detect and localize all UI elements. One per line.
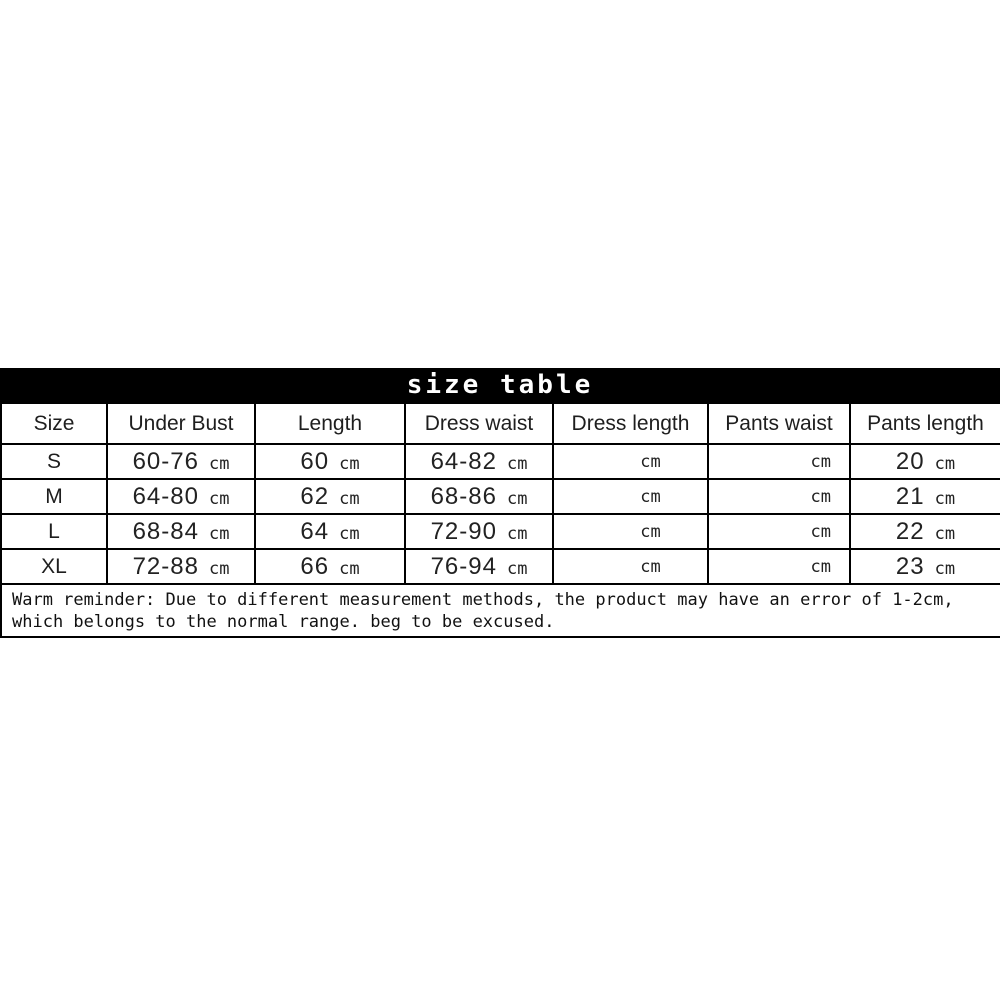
measurement-value [851,448,1000,476]
measurement-value [709,522,849,542]
size-cell: S [1,444,107,479]
column-header: Length [255,403,405,444]
column-header: Pants waist [708,403,850,444]
dress-waist-cell [405,444,553,479]
measurement-value [406,483,552,511]
reminder-row [1,584,1000,637]
measurement-value [256,448,404,476]
value-unit: cm [810,486,831,507]
size-cell: L [1,514,107,549]
pants-length-cell [850,444,1000,479]
value-number: 68-86 [430,482,497,510]
dress-length-cell [553,514,708,549]
measurement-value [108,448,254,476]
value-unit: cm [640,486,661,507]
value-number: 72-90 [430,517,497,545]
table-row [1,549,1000,584]
value-unit: cm [208,488,230,509]
measurement-value [851,518,1000,546]
pants-waist-cell [708,514,850,549]
value-unit: cm [640,451,661,472]
reminder-cell [1,584,1000,637]
value-unit: cm [934,453,956,474]
under-bust-cell [107,514,255,549]
column-header: Dress waist [405,403,553,444]
value-number: 62 [300,482,330,510]
under-bust-cell [107,444,255,479]
header-row [1,403,1000,444]
value-unit: cm [934,523,956,544]
measurement-value [406,518,552,546]
size-chart [0,368,1000,638]
measurement-value [256,518,404,546]
value-number: 21 [895,482,925,510]
value-number: 64-82 [430,447,497,475]
dress-waist-cell [405,514,553,549]
value-unit: cm [208,523,230,544]
pants-length-cell [850,479,1000,514]
value-number: 68-84 [132,517,199,545]
measurement-value [851,553,1000,581]
table-row [1,479,1000,514]
value-unit: cm [506,558,528,579]
reminder-line-2: which belongs to the normal range. beg to be excused. [12,611,555,632]
value-number: 60 [300,447,330,475]
table-row [1,444,1000,479]
measurement-value [574,557,727,577]
value-number: 72-88 [132,552,199,580]
column-header: Pants length [850,403,1000,444]
value-unit: cm [339,558,360,579]
measurement-value [709,487,849,507]
value-number: 23 [895,552,925,580]
value-unit: cm [506,453,528,474]
dress-length-cell [553,444,708,479]
measurement-value [574,522,727,542]
value-unit: cm [339,453,360,474]
measurement-value [406,448,552,476]
length-cell [255,514,405,549]
value-number: 64 [300,517,330,545]
size-table [0,402,1000,638]
value-unit: cm [506,523,528,544]
measurement-value [851,483,1000,511]
value-number: 64-80 [132,482,199,510]
measurement-value [709,452,849,472]
under-bust-cell [107,479,255,514]
table-row [1,514,1000,549]
dress-waist-cell [405,479,553,514]
dress-length-cell [553,479,708,514]
pants-waist-cell [708,444,850,479]
measurement-value [574,452,727,472]
value-unit: cm [640,556,661,577]
measurement-value [256,553,404,581]
value-number: 20 [895,447,925,475]
column-header: Size [1,403,107,444]
measurement-value [406,553,552,581]
value-unit: cm [208,453,230,474]
size-table-title: size table [0,368,1000,402]
value-number: 66 [300,552,330,580]
pants-length-cell [850,549,1000,584]
value-unit: cm [810,451,831,472]
value-unit: cm [640,521,661,542]
dress-waist-cell [405,549,553,584]
pants-waist-cell [708,549,850,584]
table-body [1,444,1000,584]
length-cell [255,444,405,479]
pants-waist-cell [708,479,850,514]
measurement-value [574,487,727,507]
value-unit: cm [934,488,956,509]
length-cell [255,479,405,514]
pants-length-cell [850,514,1000,549]
measurement-value [108,518,254,546]
value-number: 76-94 [430,552,497,580]
value-unit: cm [810,556,831,577]
size-cell: XL [1,549,107,584]
column-header: Dress length [553,403,708,444]
value-unit: cm [208,558,230,579]
under-bust-cell [107,549,255,584]
size-cell: M [1,479,107,514]
value-unit: cm [934,558,956,579]
column-header: Under Bust [107,403,255,444]
value-unit: cm [339,523,360,544]
dress-length-cell [553,549,708,584]
measurement-value [256,483,404,511]
measurement-value [709,557,849,577]
reminder-line-1: Warm reminder: Due to different measurement methods, the product may have an error of 1-2cm, [12,589,954,610]
value-unit: cm [339,488,360,509]
measurement-value [108,483,254,511]
value-unit: cm [506,488,528,509]
length-cell [255,549,405,584]
value-number: 22 [895,517,925,545]
measurement-value [108,553,254,581]
value-number: 60-76 [132,447,199,475]
value-unit: cm [810,521,831,542]
